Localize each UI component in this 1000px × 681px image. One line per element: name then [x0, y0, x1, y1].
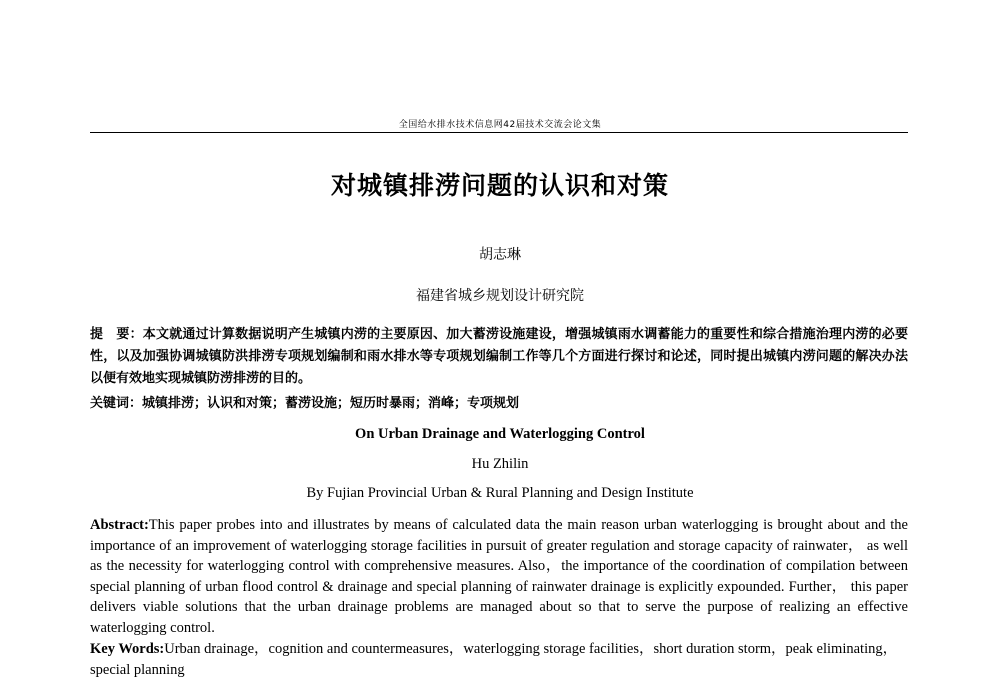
header-rule: [90, 132, 908, 133]
english-affiliation: By Fujian Provincial Urban & Rural Planning and Design Institute: [306, 485, 694, 501]
english-abstract-text: This paper probes into and illustrates by means of calculated data the main reason urban waterlogging is brought about and the importance of an improvement of waterlogging storage facilities in pursuit of greater regulation and storage capacity of rainwater， as well as the necessity for waterlogging control with comprehensive measures. Also，the importance of the coordination of compilation between special planning of urban flood control & drainage and special planning of rainwater drainage is explicitly expounded. Further， this paper delivers viable solutions that the urban drainage problems are managed about so that to serve the purpose of realizing an effective waterlogging control.: [90, 517, 908, 636]
chinese-title: 对城镇排涝问题的认识和对策: [330, 171, 669, 200]
english-title: On Urban Drainage and Waterlogging Control: [355, 426, 645, 442]
english-abstract: [90, 515, 908, 639]
english-abstract-label: Abstract:: [90, 517, 149, 533]
chinese-keywords-label: 关键词：: [90, 396, 143, 411]
chinese-affiliation: 福建省城乡规划设计研究院: [416, 288, 584, 304]
chinese-keywords-text: 城镇排涝；认识和对策；蓄涝设施；短历时暴雨；消峰；专项规划: [142, 396, 520, 411]
english-keywords-text: Urban drainage，cognition and countermeasures，waterlogging storage facilities，short duration storm，peak eliminating，special planning: [90, 641, 898, 678]
chinese-keywords: [90, 393, 908, 415]
chinese-author: 胡志琳: [479, 247, 521, 263]
english-keywords-label: Key Words:: [90, 641, 165, 657]
english-keywords: [90, 639, 908, 680]
running-header: 全国给水排水技术信息网42届技术交流会论文集: [398, 120, 602, 130]
chinese-abstract: [90, 324, 908, 390]
chinese-abstract-text: 本文就通过计算数据说明产生城镇内涝的主要原因、加大蓄涝设施建设，增强城镇雨水调蓄能力的重要性和综合措施治理内涝的必要性，以及加强协调城镇防洪排涝专项规划编制和雨水排水等专项规划编制工作等几个方面进行探讨和论述，同时提出城镇内涝问题的解决办法以便有效地实现城镇防涝排涝的目的。: [90, 327, 908, 386]
chinese-abstract-label: 提 要：: [90, 327, 143, 342]
english-author: Hu Zhilin: [471, 456, 529, 472]
